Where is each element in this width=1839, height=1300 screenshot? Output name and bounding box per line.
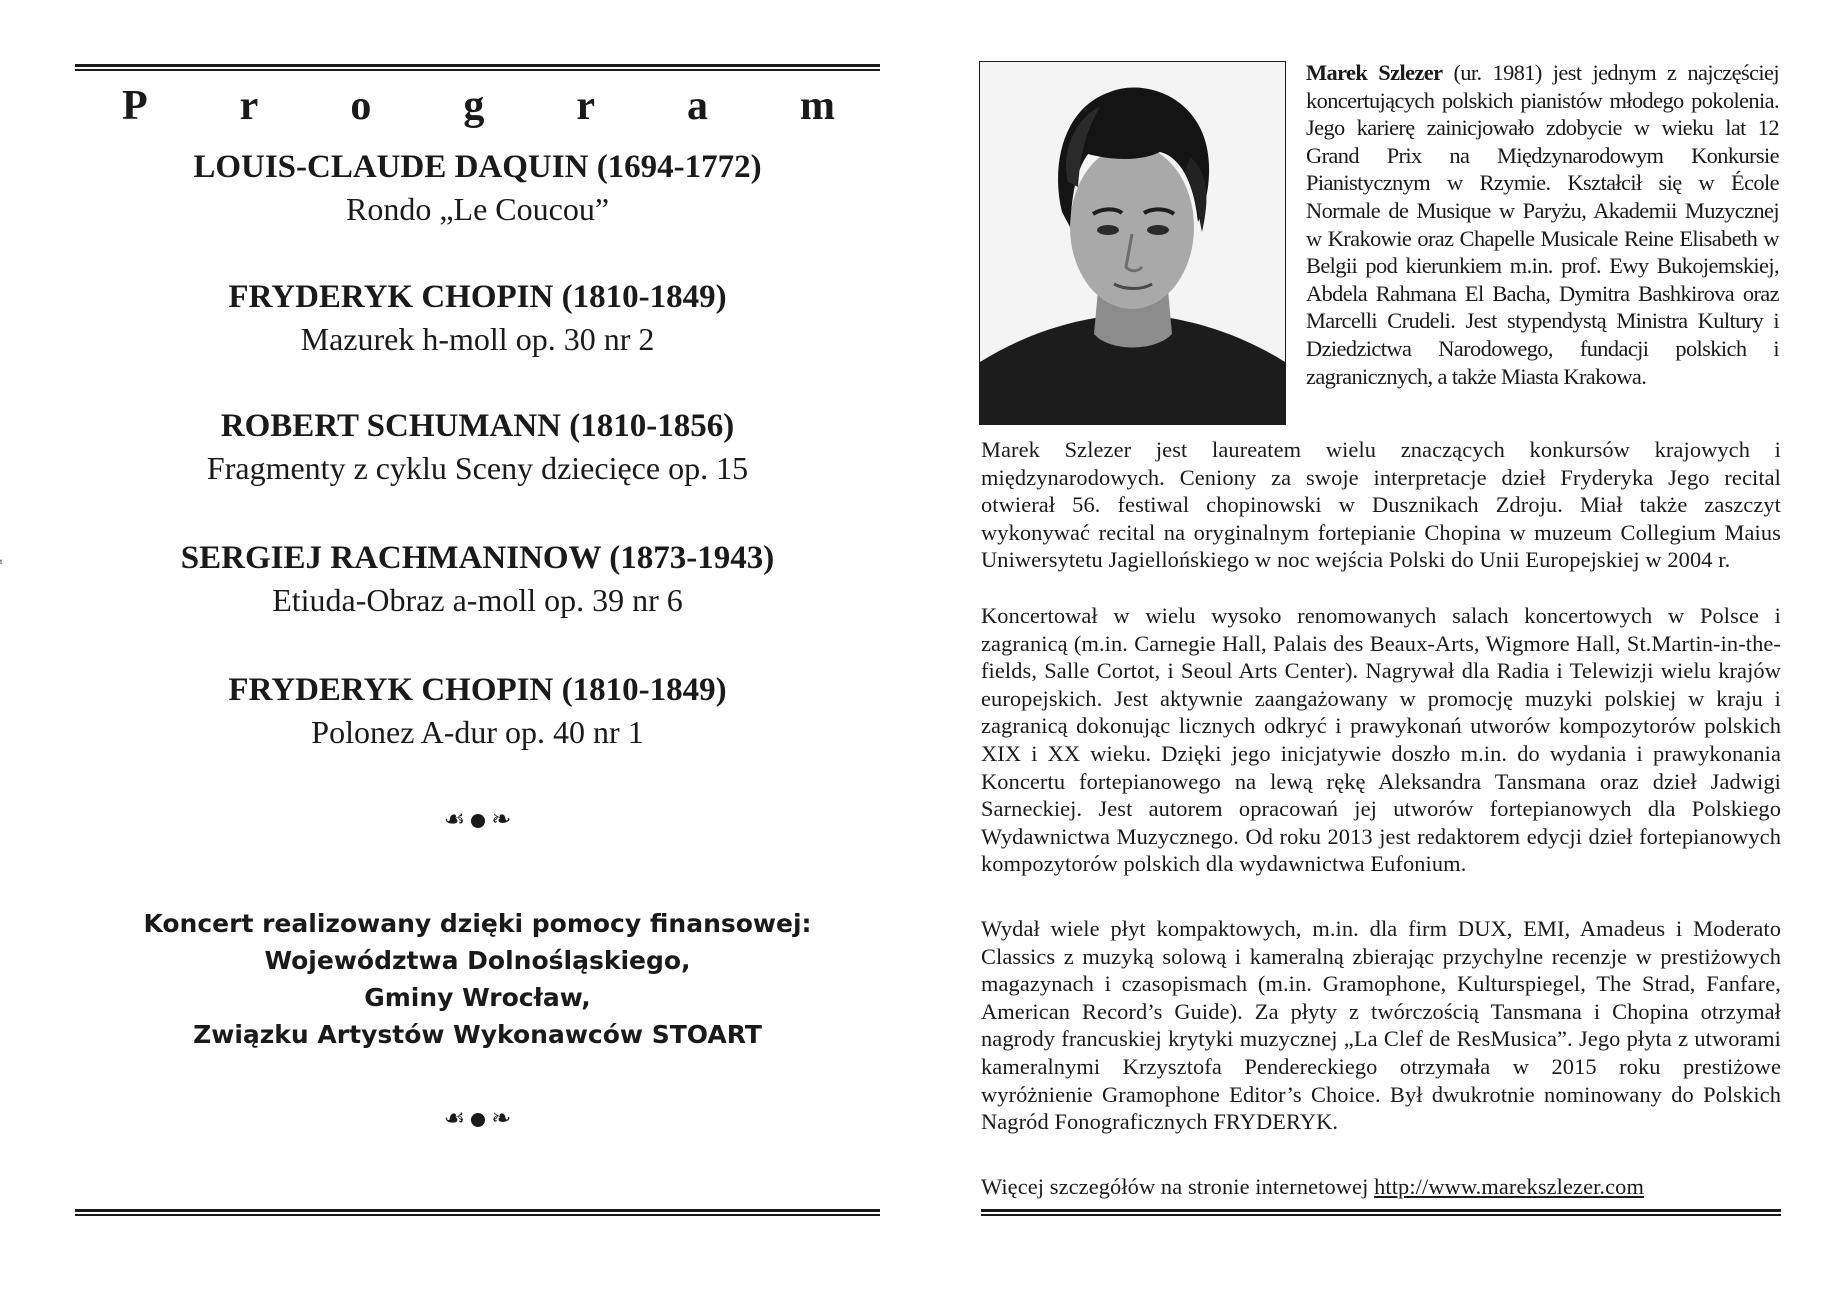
title-letter: a — [686, 83, 708, 129]
bottom-rule-right — [981, 1209, 1781, 1212]
program-title — [122, 82, 835, 130]
bullet-icon — [471, 1113, 485, 1127]
piece-title: Etiuda-Obraz a-moll op. 39 nr 6 — [272, 582, 683, 618]
bio-paragraph-1: Marek Szlezer jest laureatem wielu znaczących konkursów krajowych i międzynarodowych. Ceniony za swoje interpretacje dzieł Fryderyka Jego recital otwierał 56. festiwal chopinowski w Dusznikach Zdroju. Miał także zaszczyt wykonywać recital na oryginalnym fortepianie Chopina w muzeum Collegium Maius Uniwersytetu Jagiellońskiego w noc wejścia Polski do Unii Europejskiej w 2004 r. — [981, 437, 1781, 573]
composer-name: FRYDERYK CHOPIN (1810-1849) — [228, 279, 727, 315]
program-work-3 — [75, 405, 880, 489]
bio-paragraph-2: Koncertował w wielu wysoko renomowanych salach koncertowych w Polsce i zagranicą (m.in. Carnegie Hall, Palais des Beaux-Arts, Wigmore Hall, St.Martin-in-the-fields, Salle Cortot, i Seoul Arts Center). Nagrywał dla Radia i Telewizji wielu krajów europejskich. Jest aktywnie zaangażowany w promocję muzyki polskiej w kraju i zagranicą dokonując licznych odkryć i prawykonań utworów kompozytorów polskich XIX i XX wieku. Dzięki jego inicjatywie doszło m.in. do wydania i prawykonania Koncertu fortepianowego na lewą rękę Aleksandra Tansmana oraz dzieł Jadwigi Sarneckiej. Jest autorem opracowań jej utworów fortepianowych dla Polskiego Wydawnictwa Muzycznego. Od roku 2013 jest redaktorem edycji dzieł fortepianowych kompozytorów polskich dla wydawnictwa Eufonium. — [981, 603, 1781, 877]
website-label: Więcej szczegółów na stronie internetowej — [981, 1174, 1369, 1199]
program-work-2 — [75, 276, 880, 360]
title-letter: P — [122, 83, 148, 129]
title-letter: r — [239, 83, 259, 129]
title-letter: m — [799, 83, 835, 129]
composer-name: FRYDERYK CHOPIN (1810-1849) — [228, 672, 727, 708]
program-work-5 — [75, 669, 880, 753]
title-letter: r — [576, 83, 595, 129]
ornament-divider — [75, 1104, 880, 1133]
title-letter: o — [350, 83, 372, 129]
piece-title: Mazurek h-moll op. 30 nr 2 — [300, 321, 655, 357]
pianist-name: Marek Szlezer — [1306, 60, 1443, 85]
sponsor-line: Związku Artystów Wykonawców STOART — [193, 1020, 762, 1049]
website-line — [981, 1173, 1781, 1201]
composer-name: LOUIS-CLAUDE DAQUIN (1694-1772) — [193, 149, 762, 185]
sponsor-block — [75, 905, 880, 1053]
margin-mark: t — [0, 557, 3, 566]
bio-intro-paragraph — [1306, 59, 1779, 390]
bullet-icon — [471, 814, 485, 828]
sponsor-line: Województwa Dolnośląskiego, — [264, 946, 691, 975]
program-work-4 — [75, 537, 880, 621]
bottom-rule-left — [75, 1209, 880, 1212]
title-letter: g — [463, 83, 485, 129]
composer-name: ROBERT SCHUMANN (1810-1856) — [220, 408, 735, 444]
ornament-divider — [75, 805, 880, 834]
fleuron-left-icon: ☙ — [443, 807, 466, 833]
pianist-portrait-photo — [979, 61, 1286, 425]
bio-intro-text: (ur. 1981) jest jednym z najczęściej koncertujących polskich pianistów młodego pokolenia. Jego karierę zainicjowało zdobycie w wieku lat 12 Grand Prix na Międzynarodowym Konkursie Pianistycznym w Rzymie. Kształcił się w École Normale de Musique w Paryżu, Akademii Muzycznej w Krakowie oraz Chapelle Musicale Reine Elisabeth w Belgii pod kierunkiem m.in. prof. Ewy Bukojemskiej, Abdela Rahmana El Bacha, Dymitra Bashkirova oraz Marcelli Crudeli. Jest stypendystą Ministra Kultury i Dziedzictwa Narodowego, fundacji polskich i zagranicznych, a także Miasta Krakowa. — [1306, 60, 1779, 389]
piece-title: Rondo „Le Coucou” — [345, 191, 610, 227]
composer-name: SERGIEJ RACHMANINOW (1873-1943) — [180, 540, 775, 576]
bio-paragraph-3: Wydał wiele płyt kompaktowych, m.in. dla firm DUX, EMI, Amadeus i Moderato Classics z muzyką solową i kameralną zbierając przychylne recenzje w prestiżowych magazynach i czasopismach (m.in. Gramophone, Kulturspiegel, The Strad, Fanfare, American Record’s Guide). Za płyty z twórczością Tansmana i Chopina otrzymał nagrody francuskiej krytyki muzycznej „La Clef de ResMusica”. Jego płyta z utworami kameralnymi Krzysztofa Pendereckiego otrzymała w 2015 roku prestiżowe wyróżnienie Gramophone Editor’s Choice. Był dwukrotnie nominowany do Polskich Nagród Fonograficznych FRYDERYK. — [981, 916, 1781, 1135]
website-link[interactable]: http://www.marekszlezer.com — [1374, 1174, 1644, 1199]
fleuron-left-icon: ☙ — [443, 1106, 466, 1132]
piece-title: Polonez A-dur op. 40 nr 1 — [311, 714, 644, 750]
program-work-1 — [75, 146, 880, 230]
top-rule-left — [75, 64, 880, 67]
piece-title: Fragmenty z cyklu Sceny dziecięce op. 15 — [206, 450, 749, 486]
fleuron-right-icon: ❧ — [491, 807, 512, 833]
sponsor-line: Gminy Wrocław, — [364, 983, 591, 1012]
fleuron-right-icon: ❧ — [491, 1106, 512, 1132]
sponsor-line: Koncert realizowany dzięki pomocy finansowej: — [143, 909, 812, 938]
portrait-image — [980, 62, 1285, 424]
